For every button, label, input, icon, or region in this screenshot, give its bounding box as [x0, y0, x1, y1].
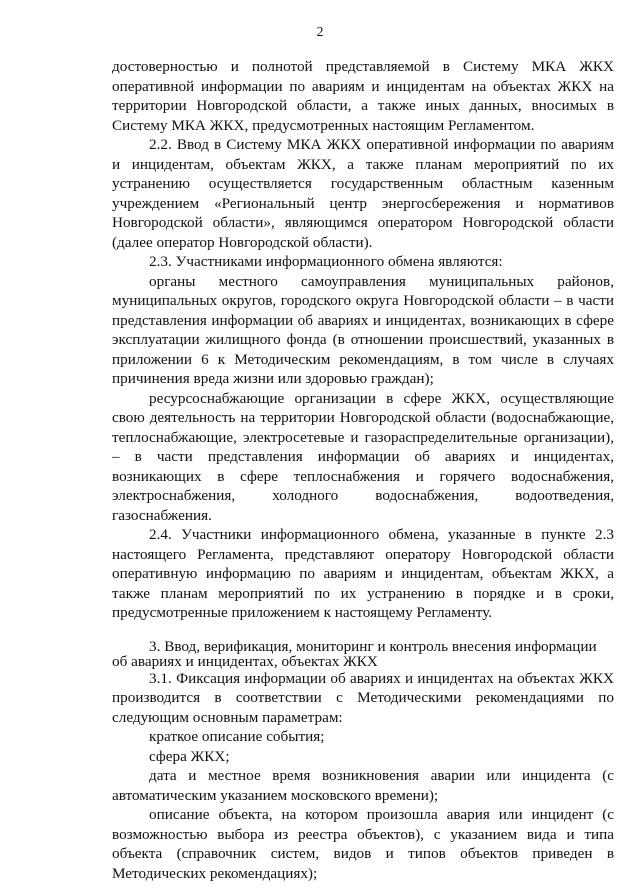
- paragraph-local-authorities: органы местного самоуправления муниципальных районов, муниципальных округов, городского округа Новгородской области – в части представления информации об авариях и инцидентах, возникающих в сфере эксплуатации жилищного фонда (в отношении происшествий, указанных в приложении 6 к Методическим рекомендациям, в том числе в случаях причинения вреда жизни или здоровью граждан);: [112, 272, 614, 387]
- paragraph-resource-organizations: ресурсоснабжающие организации в сфере ЖКХ, осуществляющие свою деятельность на территории Новгородской области (водоснабжающие, теплоснабжающие, электросетевые и газораспределительные организации), – в части представления информации об авариях и инцидентах, возникающих в сфере теплоснабжения и горячего водоснабжения, электроснабжения, холодного водоснабжения, водоотведения, газоснабжения.: [112, 389, 614, 524]
- paragraph-2-4: 2.4. Участники информационного обмена, указанные в пункте 2.3 настоящего Регламента, представляют оператору Новгородской области оперативную информацию по авариям и инцидентам, объектам ЖКХ, а также планам мероприятий по их устранению в порядке и в сроки, предусмотренные приложением к настоящему Регламенту.: [112, 526, 614, 621]
- list-item-brief-description: краткое описание события;: [149, 728, 325, 745]
- document-body: [112, 57, 614, 883]
- paragraph-3-1: 3.1. Фиксация информации об авариях и инцидентах на объектах ЖКХ производится в соответствии с Методическими рекомендациями по следующим основным параметрам:: [112, 669, 614, 726]
- paragraph-2-3: 2.3. Участниками информационного обмена являются:: [149, 253, 503, 270]
- list-item-sphere: сфера ЖКХ;: [149, 747, 230, 765]
- list-item-date-time: дата и местное время возникновения аварии или инцидента (с автоматическим указанием московского времени);: [112, 767, 614, 804]
- page-number: 2: [316, 25, 324, 40]
- paragraph-2-2: 2.2. Ввод в Систему МКА ЖКХ оперативной информации по авариям и инцидентам, объектам ЖКХ, а также планам мероприятий по их устранению осуществляется государственным областным казенным учреждением «Региональный центр энергосбережения и нормативов Новгородской области», являющимся оператором Новгородской области (далее оператор Новгородской области).: [112, 136, 614, 251]
- section-heading-3: 3. Ввод, верификация, мониторинг и контроль внесения информации об авариях и инцидентах, объектах ЖКХ: [112, 637, 597, 670]
- paragraph-intro: достоверностью и полнотой представляемой в Систему МКА ЖКХ оперативной информации по авариям и инцидентам на объектах ЖКХ на территории Новгородской области, а также иных данных, вносимых в Систему МКА ЖКХ, предусмотренных настоящим Регламентом.: [112, 58, 614, 134]
- list-item-object-description: описание объекта, на котором произошла авария или инцидент (с возможностью выбора из реестра объектов), с указанием вида и типа объекта (справочник систем, видов и типов объектов приведен в Методических рекомендациях);: [112, 806, 614, 882]
